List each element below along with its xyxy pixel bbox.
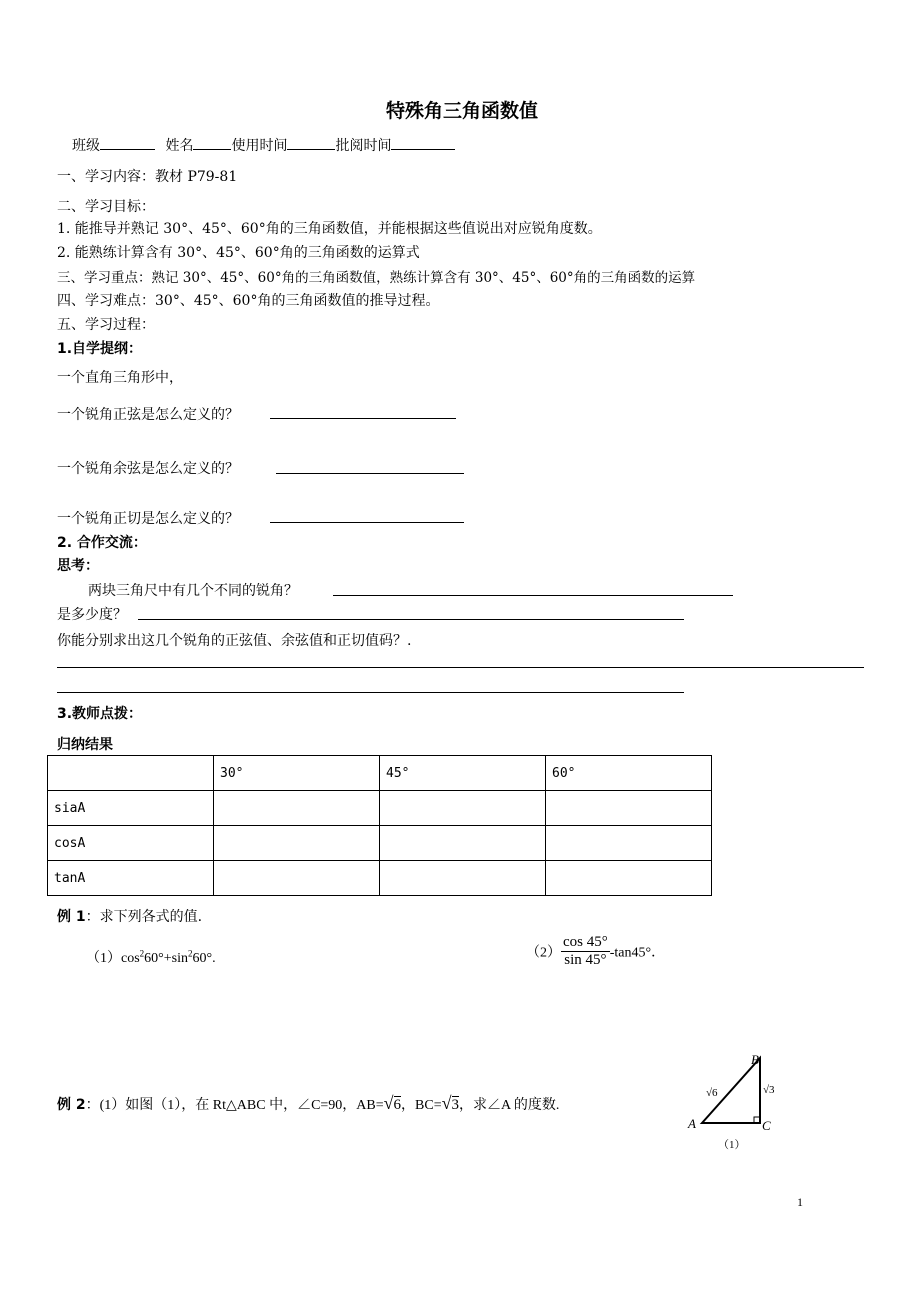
page-number: 1 [797,1195,803,1209]
summary-label: 归纳结果 [57,737,113,753]
table-header-cell [48,756,214,791]
expr-part: -tan45°． [609,945,666,961]
table-cell[interactable] [214,826,380,861]
table-header-cell: 45° [380,756,546,791]
table-cell[interactable] [214,791,380,826]
example1-label: 例 1 [57,909,86,925]
part2-q3: 你能分别求出这几个锐角的正弦值、余弦值和正切值码？. [57,633,412,649]
goal-1: 1. 能推导并熟记 30°、45°、60°角的三角函数值，并能根据这些值说出对应锐角度数。 [57,221,602,237]
table-row [48,826,712,861]
answer-line-sine[interactable] [270,418,456,419]
figure-caption: （1） [718,1139,746,1151]
fraction-numerator: cos 45° [563,934,608,950]
table-header-cell: 30° [214,756,380,791]
table-header-row [48,756,712,791]
part1-intro: 一个直角三角形中， [57,370,183,386]
class-blank[interactable] [100,135,155,150]
side-bc-label: √3 [763,1084,775,1096]
radicand: 6 [393,1097,402,1113]
use-time-blank[interactable] [287,135,335,150]
table-row [48,791,712,826]
radicand: 3 [451,1097,460,1113]
expr-part: （1）cos [86,951,140,966]
part2-heading: 2. 合作交流： [57,535,147,551]
part1-q3: 一个锐角正切是怎么定义的？ [57,511,239,527]
sqrt-ab: √6 [383,1093,402,1113]
table-header-cell: 60° [546,756,712,791]
table-cell[interactable] [380,791,546,826]
section-content: 一、学习内容：教材 P79-81 [57,169,238,185]
think-label: 思考： [57,558,99,574]
header-fields [72,135,455,155]
example2-text [57,1093,559,1114]
table-cell[interactable] [546,791,712,826]
part3-heading: 3.教师点拨： [57,706,143,722]
answer-line-values-2[interactable] [57,692,684,693]
example1-text: ：求下列各式的值. [85,909,203,925]
class-label: 班级 [72,138,100,154]
expr-part: ，BC= [401,1098,442,1113]
example1-item1 [86,947,216,967]
vertex-a-label: A [688,1116,696,1131]
example2-label: 例 2 [57,1097,86,1113]
part1-heading: 1.自学提纲： [57,341,143,357]
vertex-b-label: B [751,1052,759,1067]
answer-line-angles[interactable] [333,595,733,596]
part2-q2: 是多少度？ [57,607,127,623]
part1-q1: 一个锐角正弦是怎么定义的？ [57,407,239,423]
fraction [561,934,610,969]
expr-part: （2） [526,945,561,961]
table-cell[interactable] [546,861,712,896]
sqrt-bc: √3 [441,1093,460,1113]
expr-part: ，求∠A 的度数. [459,1098,560,1113]
goal-2: 2. 能熟练计算含有 30°、45°、60°角的三角函数的运算式 [57,245,420,261]
name-label: 姓名 [165,138,194,154]
table-cell[interactable] [214,861,380,896]
side-ab-label: √6 [706,1087,718,1099]
section-key-points: 三、学习重点：熟记 30°、45°、60°角的三角函数值，熟练计算含有 30°、45°、60°角的三角函数的运算 [57,270,696,286]
page-title: 特殊角三角函数值 [386,100,539,122]
name-blank[interactable] [193,135,231,150]
part2-q1: 两块三角尺中有几个不同的锐角？ [88,583,298,599]
table-row [48,861,712,896]
table-cell[interactable] [380,826,546,861]
part1-q2: 一个锐角余弦是怎么定义的？ [57,461,239,477]
expr-part: 60°. [192,951,216,966]
expr-part: ：(1）如图（1），在 Rt△ABC 中，∠C=90，AB= [85,1098,384,1113]
section-goals: 二、学习目标： [57,199,155,215]
answer-line-cosine[interactable] [276,473,464,474]
review-time-label: 批阅时间 [335,138,392,154]
trig-value-table [47,755,712,896]
table-cell[interactable] [546,826,712,861]
row-label-cos: cosA [48,826,214,861]
table-cell[interactable] [380,861,546,896]
triangle-figure [684,1048,784,1156]
use-time-label: 使用时间 [231,138,288,154]
row-label-tan: tanA [48,861,214,896]
example1-heading [57,906,202,926]
section-process: 五、学习过程： [57,317,155,333]
fraction-denominator: sin 45° [564,952,607,968]
vertex-c-label: C [762,1118,771,1133]
answer-line-tangent[interactable] [270,522,464,523]
answer-line-degrees[interactable] [138,619,684,620]
answer-line-values-1[interactable] [57,667,864,668]
superscript: 2 [188,948,193,959]
row-label-sin: siaA [48,791,214,826]
expr-part: 60°+sin [144,951,189,966]
section-difficulties: 四、学习难点：30°、45°、60°角的三角函数值的推导过程。 [57,293,440,309]
review-time-blank[interactable] [391,135,455,150]
example1-item2 [526,934,665,969]
superscript: 2 [139,948,145,959]
